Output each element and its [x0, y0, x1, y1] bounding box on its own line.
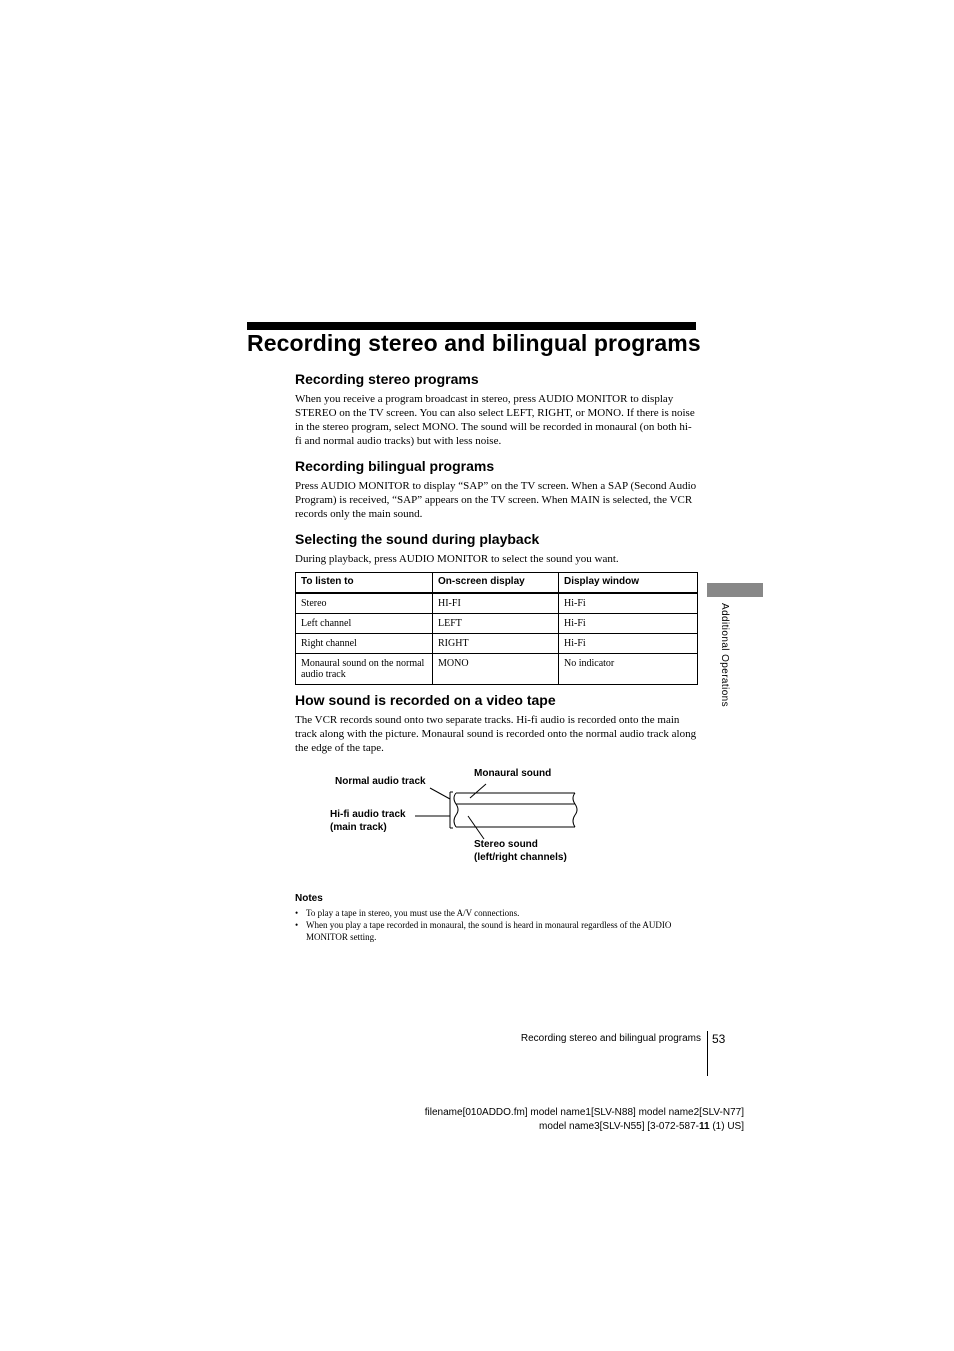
tape-right-cut: [573, 793, 577, 827]
section-body: The VCR records sound onto two separate tracks. Hi-fi audio is recorded onto the main track along with the picture. Monaural sound is recorded onto the normal audio track along the edge of the tape.: [295, 714, 697, 754]
section-tape-recording: [295, 692, 697, 755]
table-cell: RIGHT: [433, 634, 559, 654]
bullet-icon: •: [295, 908, 299, 918]
stereo-sound-label: [474, 838, 567, 864]
table-row: [296, 634, 698, 654]
table-cell: HI-FI: [433, 593, 559, 614]
stereo-sound-line2: (left/right channels): [474, 852, 567, 863]
hifi-audio-track-line2: (main track): [330, 822, 387, 833]
file-info-line1: filename[010ADDO.fm] model name1[SLV-N88] model name2[SLV-N77]: [424, 1107, 744, 1118]
table-cell: MONO: [433, 654, 559, 685]
list-item: [295, 907, 697, 919]
section-selecting-sound: [295, 531, 697, 566]
file-info-line2: [425, 1120, 744, 1134]
side-tab-text: Additional Operations: [719, 603, 730, 708]
notes-section: [295, 893, 697, 943]
footer-title: Recording stereo and bilingual programs: [520, 1033, 701, 1044]
page-number: 53: [712, 1032, 726, 1046]
side-tab-label: [718, 603, 730, 733]
monaural-sound-label: Monaural sound: [474, 768, 552, 779]
section-tab-marker: [707, 583, 763, 597]
section-recording-bilingual: [295, 458, 697, 521]
sound-selection-table: [295, 572, 698, 685]
section-heading: Recording bilingual programs: [295, 458, 495, 474]
notes-list: [295, 907, 697, 943]
file-info-suffix: (1) US]: [709, 1121, 744, 1132]
tape-track-diagram: [300, 762, 600, 872]
section-body: When you receive a program broadcast in stereo, press AUDIO MONITOR to display STEREO on the TV screen. You can also select LEFT, RIGHT, or MONO. If there is noise in the stereo program, select MONO. The sound will be recorded in monaural (on both hi-fi and normal audio tracks) but with less noise.: [295, 393, 695, 447]
bullet-icon: •: [295, 920, 299, 930]
table-cell: No indicator: [559, 654, 698, 685]
table-cell: Left channel: [296, 614, 433, 634]
file-info-version: 11: [698, 1121, 710, 1132]
hifi-audio-track-line1: Hi-fi audio track: [330, 809, 406, 820]
notes-heading: Notes: [295, 893, 323, 904]
table-row: [296, 593, 698, 614]
normal-track-leader: [430, 788, 450, 799]
page-title: Recording stereo and bilingual programs: [247, 330, 701, 356]
table-cell: Stereo: [296, 593, 433, 614]
column-header: Display window: [559, 573, 698, 594]
note-text: When you play a tape recorded in monaural, the sound is heard in monaural regardless of the AUDIO MONITOR setting.: [306, 920, 672, 942]
section-heading: Recording stereo programs: [295, 371, 479, 387]
table-row: [296, 614, 698, 634]
list-item: [295, 919, 697, 943]
tape-left-cut: [454, 793, 458, 827]
column-header: On-screen display: [433, 573, 559, 594]
section-heading: Selecting the sound during playback: [295, 531, 540, 547]
section-recording-stereo: [295, 371, 697, 448]
file-info: [425, 1106, 744, 1134]
section-body: During playback, press AUDIO MONITOR to select the sound you want.: [295, 553, 619, 565]
table-cell: Hi-Fi: [559, 634, 698, 654]
section-heading: How sound is recorded on a video tape: [295, 692, 556, 708]
title-rule: [247, 322, 696, 330]
file-info-prefix: model name3[SLV-N55] [3-072-587-: [539, 1121, 699, 1132]
note-text: To play a tape in stereo, you must use the A/V connections.: [306, 908, 520, 918]
table-cell: Right channel: [296, 634, 433, 654]
footer-rule: [707, 1031, 708, 1076]
table-cell: Hi-Fi: [559, 614, 698, 634]
table-header-row: [296, 573, 698, 594]
hifi-audio-track-label: [330, 808, 406, 834]
section-body: Press AUDIO MONITOR to display “SAP” on the TV screen. When a SAP (Second Audio Program) is received, “SAP” appears on the TV screen. When MAIN is selected, the VCR records only the main sound.: [295, 480, 697, 520]
table-cell: Monaural sound on the normal audio track: [296, 654, 433, 685]
table-cell: Hi-Fi: [559, 593, 698, 614]
monaural-leader: [470, 784, 486, 798]
table-row: [296, 654, 698, 685]
table-cell: LEFT: [433, 614, 559, 634]
column-header: To listen to: [296, 573, 433, 594]
normal-audio-track-label: Normal audio track: [335, 776, 426, 787]
stereo-sound-line1: Stereo sound: [474, 839, 538, 850]
